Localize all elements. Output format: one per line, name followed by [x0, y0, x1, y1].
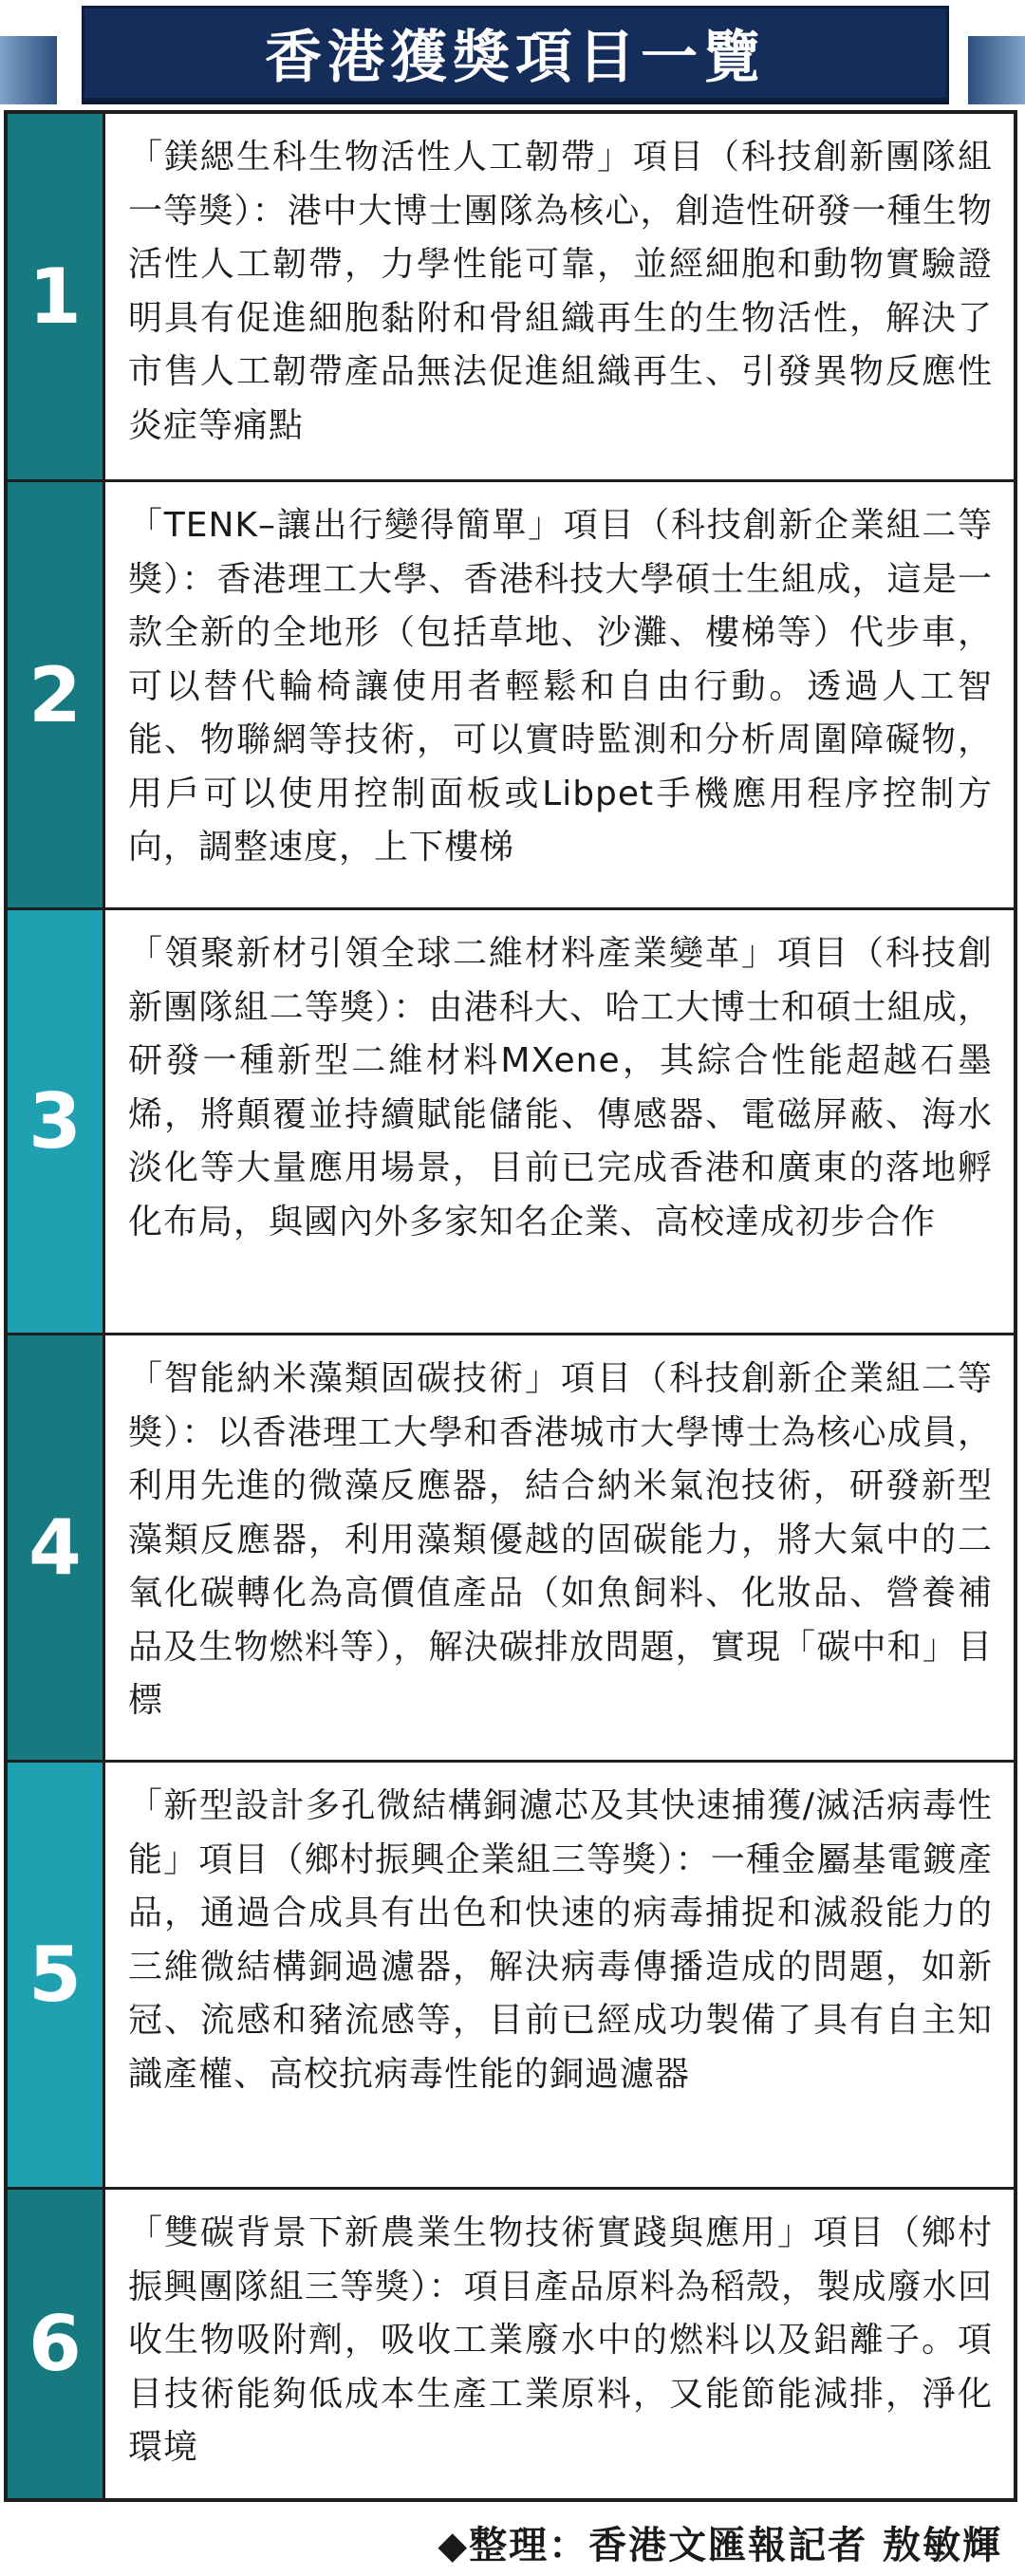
row-description: 「TENK–讓出行變得簡單」項目（科技創新企業組二等獎）：香港理工大學、香港科技大學碩士生組成，這是一款全新的全地形（包括草地、沙灘、樓梯等）代步車，可以替代輪椅讓使用者輕鬆和自由行動。透過人工智能、物聯網等技術，可以實時監測和分析周圍障礙物，用戶可以使用控制面板或Libpet手機應用程序控制方向，調整速度，上下樓梯 — [102, 482, 1014, 907]
page-title: 香港獲獎項目一覽 — [265, 25, 766, 91]
row-description: 「雙碳背景下新農業生物技術實踐與應用」項目（鄉村振興團隊組三等獎）：項目產品原料為稻殼，製成廢水回收生物吸附劑，吸收工業廢水中的燃料以及鋁離子。項目技術能夠低成本生產工業原料，又能節能減排，淨化環境 — [102, 2190, 1014, 2498]
title-box — [82, 6, 949, 101]
row-number: 5 — [8, 1763, 102, 2187]
byline: ◆整理：香港文匯報記者 敖敏輝 — [438, 2523, 1002, 2567]
awards-table — [4, 110, 1017, 2502]
table-row — [8, 910, 1014, 1333]
header-decoration-left — [0, 36, 57, 104]
row-description: 「智能納米藻類固碳技術」項目（科技創新企業組二等獎）：以香港理工大學和香港城市大學博士為核心成員，利用先進的微藻反應器，結合納米氣泡技術，研發新型藻類反應器，利用藻類優越的固碳能力，將大氣中的二氧化碳轉化為高價值產品（如魚飼料、化妝品、營養補品及生物燃料等），解決碳排放問題，實現「碳中和」目標 — [102, 1335, 1014, 1760]
header-band — [0, 0, 1025, 114]
table-row — [8, 482, 1014, 907]
table-row — [8, 1763, 1014, 2187]
row-description: 「領聚新材引領全球二維材料產業變革」項目（科技創新團隊組二等獎）：由港科大、哈工大博士和碩士組成，研發一種新型二維材料MXene，其綜合性能超越石墨烯，將顛覆並持續賦能儲能、傳感器、電磁屏蔽、海水淡化等大量應用場景，目前已完成香港和廣東的落地孵化布局，與國內外多家知名企業、高校達成初步合作 — [102, 910, 1014, 1333]
table-row — [8, 114, 1014, 479]
row-number: 4 — [8, 1335, 102, 1760]
row-description: 「鎂緦生科生物活性人工韌帶」項目（科技創新團隊組一等獎）：港中大博士團隊為核心，創造性研發一種生物活性人工韌帶，力學性能可靠，並經細胞和動物實驗證明具有促進細胞黏附和骨組織再生的生物活性，解決了市售人工韌帶產品無法促進組織再生、引發異物反應性炎症等痛點 — [102, 114, 1014, 479]
row-description: 「新型設計多孔微結構銅濾芯及其快速捕獲/滅活病毒性能」項目（鄉村振興企業組三等獎）：一種金屬基電鍍產品，通過合成具有出色和快速的病毒捕捉和滅殺能力的三維微結構銅過濾器，解決病毒傳播造成的問題，如新冠、流感和豬流感等，目前已經成功製備了具有自主知識產權、高校抗病毒性能的銅過濾器 — [102, 1763, 1014, 2187]
row-number: 2 — [8, 482, 102, 907]
row-number: 6 — [8, 2190, 102, 2498]
row-number: 1 — [8, 114, 102, 479]
header-decoration-right — [968, 36, 1025, 104]
table-row — [8, 2190, 1014, 2498]
row-number: 3 — [8, 910, 102, 1333]
table-row — [8, 1335, 1014, 1760]
